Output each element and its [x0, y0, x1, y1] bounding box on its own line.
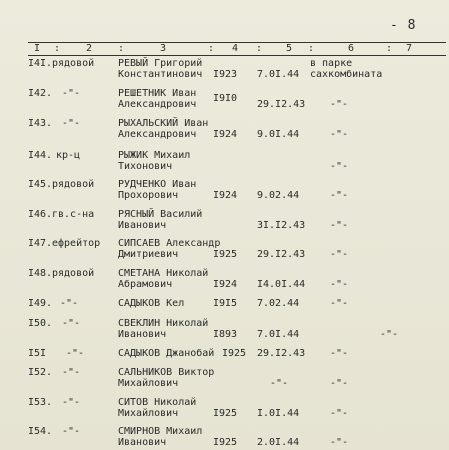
- row-surname-name: РЫЖИК Михаил: [118, 150, 191, 161]
- row-patronymic: Дмитриевич: [118, 249, 179, 260]
- row-surname-name: РЕШЕТНИК Иван: [118, 88, 197, 99]
- row-surname-name: РЕВЫЙ Григорий: [118, 58, 203, 69]
- row-birth-year: I924: [213, 129, 238, 140]
- row-number: I53.: [28, 397, 53, 408]
- row-patronymic: Александрович: [118, 129, 197, 140]
- row-patronymic: Александрович: [118, 99, 197, 110]
- row-patronymic: Иванович: [118, 220, 167, 231]
- row-date: I.0I.44: [257, 408, 300, 419]
- row-birth-year: I924: [213, 190, 238, 201]
- header-sep: :: [118, 43, 125, 54]
- row-patronymic: Константинович: [118, 69, 203, 80]
- header-col-2: 2: [86, 43, 93, 54]
- row-surname-name: СИТОВ Николай: [118, 397, 197, 408]
- row-birth-year: I9I5: [213, 298, 238, 309]
- header-sep: :: [386, 43, 393, 54]
- row-rank: рядовой: [52, 58, 95, 69]
- row-date: 2.0I.44: [257, 437, 300, 448]
- header-sep: :: [208, 43, 215, 54]
- row-place: -"-: [330, 378, 349, 389]
- row-rank: -"-: [62, 318, 81, 329]
- row-number: I5I: [28, 348, 47, 359]
- row-place: -"-: [330, 249, 349, 260]
- row-surname-name: СМИРНОВ Михаил: [118, 426, 203, 437]
- row-number: I45.: [28, 179, 53, 190]
- row-rank: ефрейтор: [52, 238, 101, 249]
- row-place: -"-: [330, 190, 349, 201]
- header-sep: :: [54, 43, 61, 54]
- row-place: в парке: [310, 58, 353, 69]
- row-rank: -"-: [62, 397, 81, 408]
- row-date: 9.0I.44: [257, 129, 300, 140]
- row-patronymic: Тихонович: [118, 161, 173, 172]
- row-rank: -"-: [62, 367, 81, 378]
- row-place: -"-: [330, 161, 349, 172]
- row-surname-name: СМЕТАНА Николай: [118, 268, 209, 279]
- row-rank: -"-: [62, 426, 81, 437]
- header-col-7: 7: [406, 43, 413, 54]
- row-date: 9.02.44: [257, 190, 300, 201]
- row-date: 7.0I.44: [257, 69, 300, 80]
- row-rank: рядовой: [52, 179, 95, 190]
- header-col-1: I: [34, 43, 41, 54]
- row-surname-name: СИПСАЕВ Александр: [118, 238, 221, 249]
- header-col-5: 5: [286, 43, 293, 54]
- row-birth-year: I925: [213, 437, 238, 448]
- row-place: -"-: [330, 220, 349, 231]
- header-col-4: 4: [232, 43, 239, 54]
- row-birth-year: I9I0: [213, 93, 238, 104]
- row-birth-year: I924: [213, 279, 238, 290]
- row-date: 29.I2.43: [257, 348, 306, 359]
- row-birth-year: I893: [213, 329, 238, 340]
- row-patronymic: Прохорович: [118, 190, 179, 201]
- row-date: 7.02.44: [257, 298, 300, 309]
- header-col-3: 3: [160, 43, 167, 54]
- row-rank: рядовой: [52, 268, 95, 279]
- row-number: I50.: [28, 318, 53, 329]
- row-place: -"-: [330, 99, 349, 110]
- row-number: I48.: [28, 268, 53, 279]
- row-birth-year: I925: [222, 348, 247, 359]
- row-number: I4I.: [28, 58, 53, 69]
- row-birth-year: I925: [213, 408, 238, 419]
- row-number: I42.: [28, 88, 53, 99]
- row-place-2: сахкомбината: [310, 69, 383, 80]
- row-patronymic: Абрамович: [118, 279, 173, 290]
- header-sep: :: [256, 43, 263, 54]
- row-number: I47.: [28, 238, 53, 249]
- row-place: -"-: [330, 279, 349, 290]
- row-surname-name: САДЫКОВ Джанобай: [118, 348, 215, 359]
- row-birth-year: I925: [213, 249, 238, 260]
- row-birth-year: I923: [213, 69, 238, 80]
- row-date: 29.I2.43: [257, 99, 306, 110]
- row-number: I46.: [28, 209, 53, 220]
- row-patronymic: Михайлович: [118, 408, 179, 419]
- row-date: 3I.I2.43: [257, 220, 306, 231]
- row-surname-name: РЫХАЛЬСКИЙ Иван: [118, 118, 209, 129]
- row-date: -"-: [270, 378, 289, 389]
- row-surname-name: САЛЬНИКОВ Виктор: [118, 367, 215, 378]
- row-date: 7.0I.44: [257, 329, 300, 340]
- row-rank: -"-: [62, 88, 81, 99]
- row-place: -"-: [330, 348, 349, 359]
- row-surname-name: РУДЧЕНКО Иван: [118, 179, 197, 190]
- row-surname-name: САДЫКОВ Кел: [118, 298, 185, 309]
- row-date: 29.I2.43: [257, 249, 306, 260]
- row-patronymic: Михайлович: [118, 378, 179, 389]
- row-rank: кр-ц: [56, 150, 81, 161]
- row-rank: -"-: [62, 118, 81, 129]
- column-header: [28, 42, 446, 56]
- row-place: -"-: [330, 437, 349, 448]
- row-rank: гв.с-на: [52, 209, 95, 220]
- header-sep: :: [308, 43, 315, 54]
- row-number: I52.: [28, 367, 53, 378]
- row-patronymic: Иванович: [118, 329, 167, 340]
- row-place: -"-: [330, 129, 349, 140]
- row-number: I43.: [28, 118, 53, 129]
- page-number: - 8: [390, 18, 417, 33]
- row-extra: -"-: [380, 329, 399, 340]
- row-number: I54.: [28, 426, 53, 437]
- row-date: I4.0I.44: [257, 279, 306, 290]
- row-rank: -"-: [66, 348, 85, 359]
- row-number: I49.: [28, 298, 53, 309]
- row-patronymic: Иванович: [118, 437, 167, 448]
- header-col-6: 6: [348, 43, 355, 54]
- row-surname-name: СВЕКЛИН Николай: [118, 318, 209, 329]
- row-surname-name: РЯСНЫЙ Василий: [118, 209, 203, 220]
- row-rank: -"-: [60, 298, 79, 309]
- row-place: -"-: [330, 408, 349, 419]
- row-number: I44.: [28, 150, 53, 161]
- row-place: -"-: [330, 298, 349, 309]
